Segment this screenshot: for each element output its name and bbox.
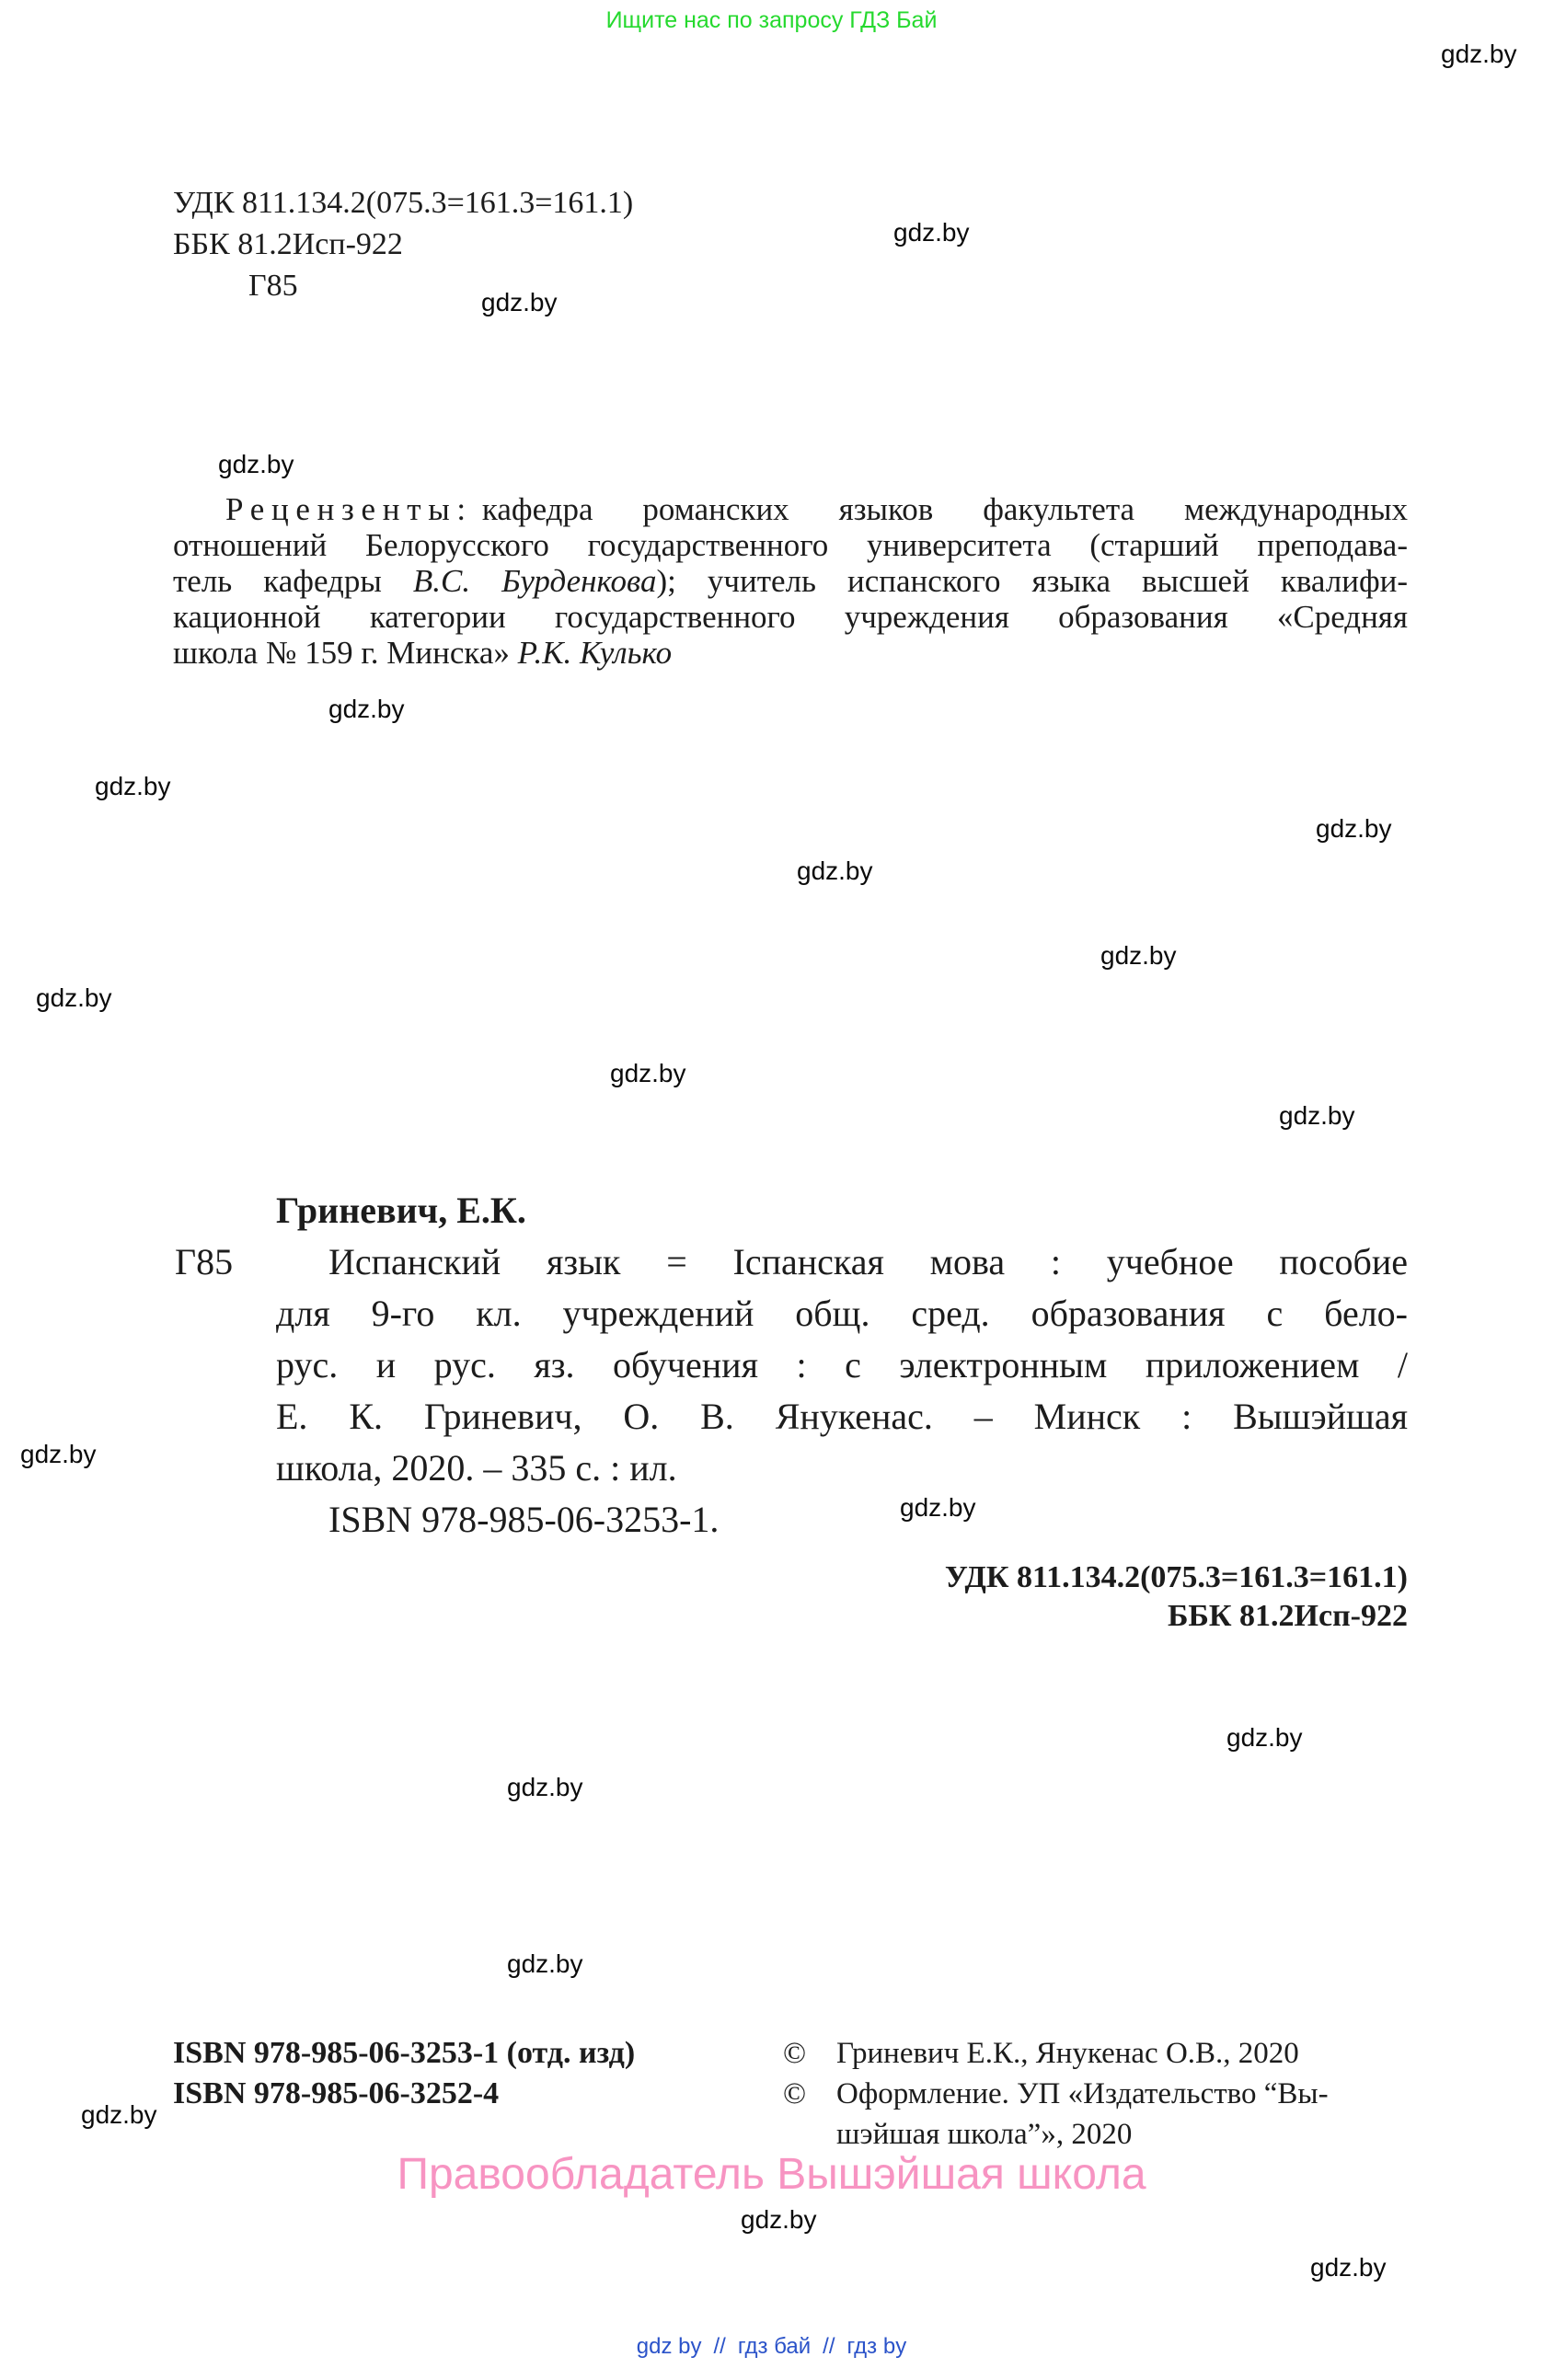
- bbk-code-top: ББК 81.2Исп-922: [173, 227, 403, 261]
- isbn-secondary: ISBN 978-985-06-3252-4: [173, 2076, 500, 2110]
- watermark-gdz-20: gdz.by: [1310, 2253, 1387, 2282]
- isbn-primary: ISBN 978-985-06-3253-1 (отд. изд): [173, 2036, 636, 2070]
- footer-link-gdz-bai[interactable]: гдз бай: [737, 2334, 812, 2359]
- watermark-gdz-14: gdz.by: [900, 1493, 976, 1522]
- copyright-authors-row: [783, 2033, 1418, 2074]
- copyright-design-text-1: Оформление. УП «Издательство “Вы-: [836, 2077, 1329, 2110]
- watermark-gdz-8: gdz.by: [797, 857, 873, 885]
- watermark-gdz-13: gdz.by: [20, 1440, 97, 1468]
- watermark-gdz-1: gdz.by: [1441, 40, 1517, 68]
- author-sign-g85: Г85: [175, 1241, 234, 1282]
- classification-top-block: [173, 182, 633, 306]
- watermark-gdz-19: gdz.by: [741, 2205, 817, 2234]
- bbk-code-bottom: ББК 81.2Исп-922: [1167, 1599, 1408, 1633]
- imprint-copyright-block: [783, 2033, 1418, 2155]
- rights-holder-banner: Правообладатель Вышэйшая школа: [397, 2150, 1146, 2199]
- reviewers-line-1-text: кафедра романских языков факультета международных: [481, 491, 1408, 527]
- reviewers-line-4: кационной категории государственного учреждения образования «Средняя: [173, 599, 1408, 635]
- watermark-gdz-12: gdz.by: [1279, 1101, 1355, 1130]
- reviewer-name-kulko: Р.К. Кулько: [517, 635, 673, 671]
- reviewers-label: Рецензенты:: [225, 491, 473, 527]
- bib-isbn: ISBN 978-985-06-3253-1.: [328, 1499, 720, 1540]
- udc-code-top: УДК 811.134.2(075.3=161.3=161.1): [173, 186, 634, 220]
- watermark-gdz-10: gdz.by: [36, 983, 112, 1012]
- watermark-gdz-6: gdz.by: [95, 772, 171, 800]
- watermark-gdz-3: gdz.by: [481, 288, 558, 316]
- bib-line-1: Испанский язык = Іспанская мова : учебное пособие: [328, 1241, 1408, 1282]
- watermark-gdz-11: gdz.by: [610, 1059, 686, 1087]
- reviewers-paragraph: [173, 491, 1408, 671]
- copyright-symbol-2: ©: [783, 2077, 807, 2110]
- footer-links: [0, 2334, 1543, 2360]
- footer-link-gdz-by-2[interactable]: гдз by: [846, 2334, 907, 2359]
- watermark-gdz-16: gdz.by: [507, 1773, 583, 1801]
- reviewers-line-2: отношений Белорусского государственного университета (старший преподава-: [173, 527, 1408, 563]
- bib-line-2: для 9-го кл. учреждений общ. сред. образования с бело-: [276, 1293, 1408, 1334]
- footer-link-gdz-by[interactable]: gdz by: [636, 2334, 702, 2359]
- watermark-gdz-7: gdz.by: [1316, 814, 1392, 843]
- bibliographic-description: [276, 1185, 1408, 1546]
- watermark-gdz-15: gdz.by: [1226, 1723, 1303, 1752]
- search-promo-text: Ищите нас по запросу ГДЗ Бай: [605, 7, 938, 33]
- reviewers-line-5-pre: школа № 159 г. Минска»: [173, 635, 518, 671]
- footer-separator-2: //: [823, 2334, 835, 2359]
- reviewers-line-3-pre: тель кафедры: [173, 563, 413, 599]
- copyright-authors-text: Гриневич Е.К., Янукенас О.В., 2020: [836, 2037, 1299, 2070]
- bib-line-5: школа, 2020. – 335 с. : ил.: [276, 1447, 677, 1489]
- bib-line-3: рус. и рус. яз. обучения : с электронным приложением /: [276, 1344, 1408, 1385]
- reviewers-line-3-post: ); учитель испанского языка высшей квалифи-: [656, 563, 1409, 599]
- imprint-isbn-block: [173, 2033, 635, 2114]
- copyright-design-row-1: [783, 2074, 1418, 2114]
- reviewers-line-1: [173, 491, 1408, 527]
- watermark-gdz-18: gdz.by: [81, 2100, 157, 2129]
- copyright-design-text-2: шэйшая школа”», 2020: [836, 2118, 1133, 2151]
- watermark-gdz-9: gdz.by: [1100, 941, 1177, 970]
- bib-line-4: Е. К. Гриневич, О. В. Янукенас. – Минск : Вышэйшая: [276, 1396, 1408, 1437]
- footer-separator-1: //: [713, 2334, 726, 2359]
- watermark-gdz-5: gdz.by: [328, 695, 405, 723]
- watermark-gdz-2: gdz.by: [893, 218, 970, 247]
- classification-bottom-block: [945, 1558, 1408, 1636]
- reviewers-line-3: [173, 563, 1408, 599]
- reviewers-line-5: [173, 635, 1408, 671]
- watermark-gdz-4: gdz.by: [218, 450, 294, 478]
- author-sign-top: Г85: [248, 269, 298, 303]
- watermark-gdz-17: gdz.by: [507, 1949, 583, 1978]
- author-heading: Гриневич, Е.К.: [276, 1190, 526, 1231]
- reviewer-name-burdenkova: В.С. Бурденкова: [412, 563, 657, 599]
- copyright-symbol-1: ©: [783, 2037, 807, 2070]
- udc-code-bottom: УДК 811.134.2(075.3=161.3=161.1): [944, 1560, 1408, 1594]
